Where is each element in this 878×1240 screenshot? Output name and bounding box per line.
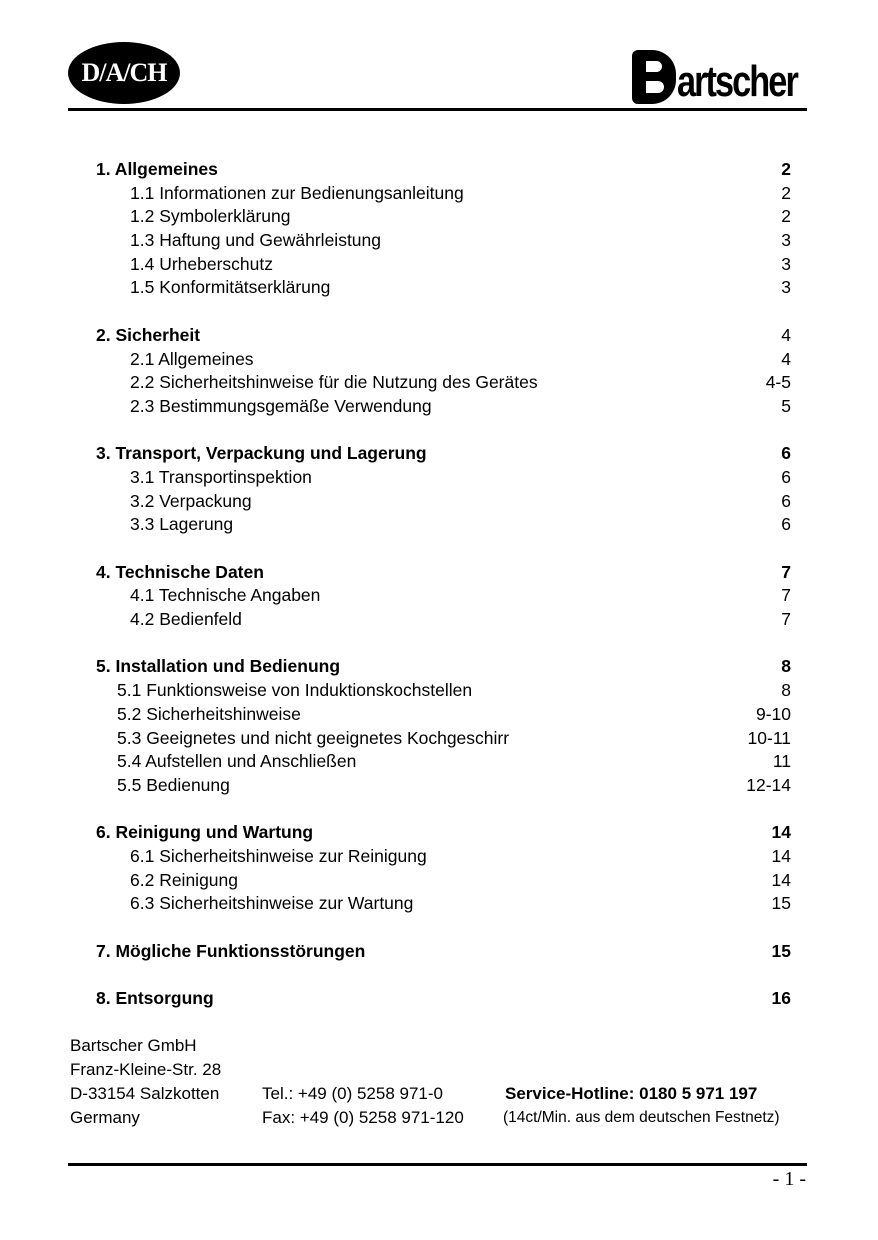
toc-spacer (96, 963, 791, 987)
toc-spacer (96, 632, 791, 656)
toc-entry-page: 6 (781, 466, 791, 487)
toc-entry-title: 3.1 Transportinspektion (130, 466, 312, 487)
bartscher-logo (632, 48, 831, 104)
service-hotline: Service-Hotline: 0180 5 971 197 (505, 1084, 758, 1103)
hotline-note: (14ct/Min. aus dem deutschen Festnetz) (503, 1109, 780, 1126)
toc-entry-page: 8 (781, 656, 791, 677)
header-divider (68, 108, 807, 111)
toc-entry-page: 4-5 (765, 372, 791, 393)
toc-section (96, 158, 791, 182)
toc-subsection (96, 371, 791, 395)
toc-subsection (96, 466, 791, 490)
toc-entry-title: 1.5 Konformitätserklärung (130, 277, 331, 298)
toc-entry-title: 3. Transport, Verpackung und Lagerung (96, 443, 427, 464)
toc-entry-title: 1.2 Symbolerklärung (130, 206, 291, 227)
phone-number: Tel.: +49 (0) 5258 971-0 (262, 1084, 443, 1103)
toc-subsection (96, 182, 791, 206)
toc-entry-title: 2.1 Allgemeines (130, 348, 254, 369)
company-address (70, 1034, 860, 1130)
toc-entry-title: 5.1 Funktionsweise von Induktionskochstellen (117, 680, 473, 701)
toc-subsection (96, 703, 791, 727)
toc-entry-title: 2.3 Bestimmungsgemäße Verwendung (130, 395, 432, 416)
toc-entry-page: 6 (781, 514, 791, 535)
toc-entry-page: 7 (781, 585, 791, 606)
toc-entry-page: 3 (781, 230, 791, 251)
toc-subsection (96, 229, 791, 253)
toc-subsection (96, 490, 791, 514)
toc-entry-title: 3.2 Verpackung (130, 490, 252, 511)
toc-subsection (96, 348, 791, 372)
toc-entry-page: 9-10 (755, 703, 791, 724)
toc-entry-page: 3 (781, 253, 791, 274)
footer-divider (68, 1163, 807, 1166)
toc-entry-title: 6.1 Sicherheitshinweise zur Reinigung (130, 845, 427, 866)
toc-subsection (96, 253, 791, 277)
company-city: D-33154 Salzkotten (70, 1084, 220, 1103)
toc-section (96, 561, 791, 585)
toc-entry-page: 11 (772, 751, 791, 772)
toc-entry-page: 15 (771, 940, 791, 961)
toc-entry-page: 7 (781, 561, 791, 582)
toc-subsection (96, 584, 791, 608)
toc-entry-page: 10-11 (747, 727, 791, 748)
toc-spacer (96, 798, 791, 822)
toc-subsection (96, 750, 791, 774)
toc-subsection (96, 513, 791, 537)
toc-entry-title: 5. Installation und Bedienung (96, 656, 341, 677)
toc-subsection (96, 205, 791, 229)
toc-entry-title: 8. Entsorgung (96, 988, 214, 1009)
toc-entry-title: 5.5 Bedienung (117, 774, 230, 795)
table-of-contents (96, 158, 791, 1011)
toc-section (96, 442, 791, 466)
toc-spacer (96, 419, 791, 443)
toc-entry-page: 6 (781, 443, 791, 464)
toc-subsection (96, 395, 791, 419)
toc-entry-title: 4.1 Technische Angaben (130, 585, 321, 606)
region-badge (68, 42, 180, 104)
toc-subsection (96, 276, 791, 300)
toc-entry-title: 1.3 Haftung und Gewährleistung (130, 230, 381, 251)
toc-entry-page: 14 (771, 869, 791, 890)
toc-entry-page: 14 (771, 822, 791, 843)
company-name: Bartscher GmbH (70, 1036, 197, 1055)
toc-subsection (96, 727, 791, 751)
toc-section (96, 987, 791, 1011)
toc-entry-page: 2 (781, 159, 791, 179)
toc-entry-title: 5.4 Aufstellen und Anschließen (117, 751, 357, 772)
toc-entry-title: 5.3 Geeignetes und nicht geeignetes Kochgeschirr (117, 727, 510, 748)
toc-subsection (96, 869, 791, 893)
toc-entry-page: 15 (771, 893, 791, 914)
toc-spacer (96, 537, 791, 561)
company-street: Franz-Kleine-Str. 28 (70, 1060, 222, 1079)
toc-entry-page: 12-14 (746, 774, 791, 795)
toc-entry-page: 4 (781, 324, 791, 345)
toc-entry-page: 8 (781, 680, 791, 701)
toc-entry-page: 16 (771, 988, 791, 1009)
toc-subsection (96, 892, 791, 916)
region-badge-label: D/A/CH (81, 58, 167, 87)
toc-spacer (96, 300, 791, 324)
logo-b-mark-icon (632, 50, 676, 104)
page-number: - 1 - (772, 1168, 806, 1190)
toc-entry-title: 1. Allgemeines (96, 159, 218, 179)
toc-section (96, 655, 791, 679)
toc-subsection (96, 679, 791, 703)
toc-entry-title: 2. Sicherheit (96, 324, 201, 345)
toc-section (96, 940, 791, 964)
fax-number: Fax: +49 (0) 5258 971-120 (262, 1108, 464, 1127)
toc-entry-title: 7. Mögliche Funktionsstörungen (96, 940, 366, 961)
toc-entry-page: 2 (781, 206, 791, 227)
toc-entry-title: 2.2 Sicherheitshinweise für die Nutzung des Gerätes (130, 372, 538, 393)
toc-entry-title: 5.2 Sicherheitshinweise (117, 703, 301, 724)
toc-entry-title: 4. Technische Daten (96, 561, 264, 582)
toc-entry-title: 6.3 Sicherheitshinweise zur Wartung (130, 893, 414, 914)
toc-spacer (96, 916, 791, 940)
toc-subsection (96, 845, 791, 869)
toc-entry-title: 6. Reinigung und Wartung (96, 822, 314, 843)
toc-entry-page: 7 (781, 609, 791, 630)
toc-entry-page: 14 (771, 845, 791, 866)
toc-subsection (96, 608, 791, 632)
toc-entry-title: 1.1 Informationen zur Bedienungsanleitung (130, 182, 464, 203)
logo-wordmark: artscher (677, 57, 797, 106)
toc-section (96, 324, 791, 348)
toc-entry-page: 2 (781, 182, 791, 203)
toc-entry-title: 1.4 Urheberschutz (130, 253, 273, 274)
toc-section (96, 821, 791, 845)
toc-subsection (96, 774, 791, 798)
toc-entry-page: 3 (781, 277, 791, 298)
toc-entry-title: 4.2 Bedienfeld (130, 609, 242, 630)
toc-entry-title: 6.2 Reinigung (130, 869, 238, 890)
toc-entry-page: 4 (781, 348, 791, 369)
toc-entry-title: 3.3 Lagerung (130, 514, 234, 535)
toc-entry-page: 6 (781, 490, 791, 511)
company-country: Germany (70, 1108, 140, 1127)
toc-entry-page: 5 (781, 395, 791, 416)
